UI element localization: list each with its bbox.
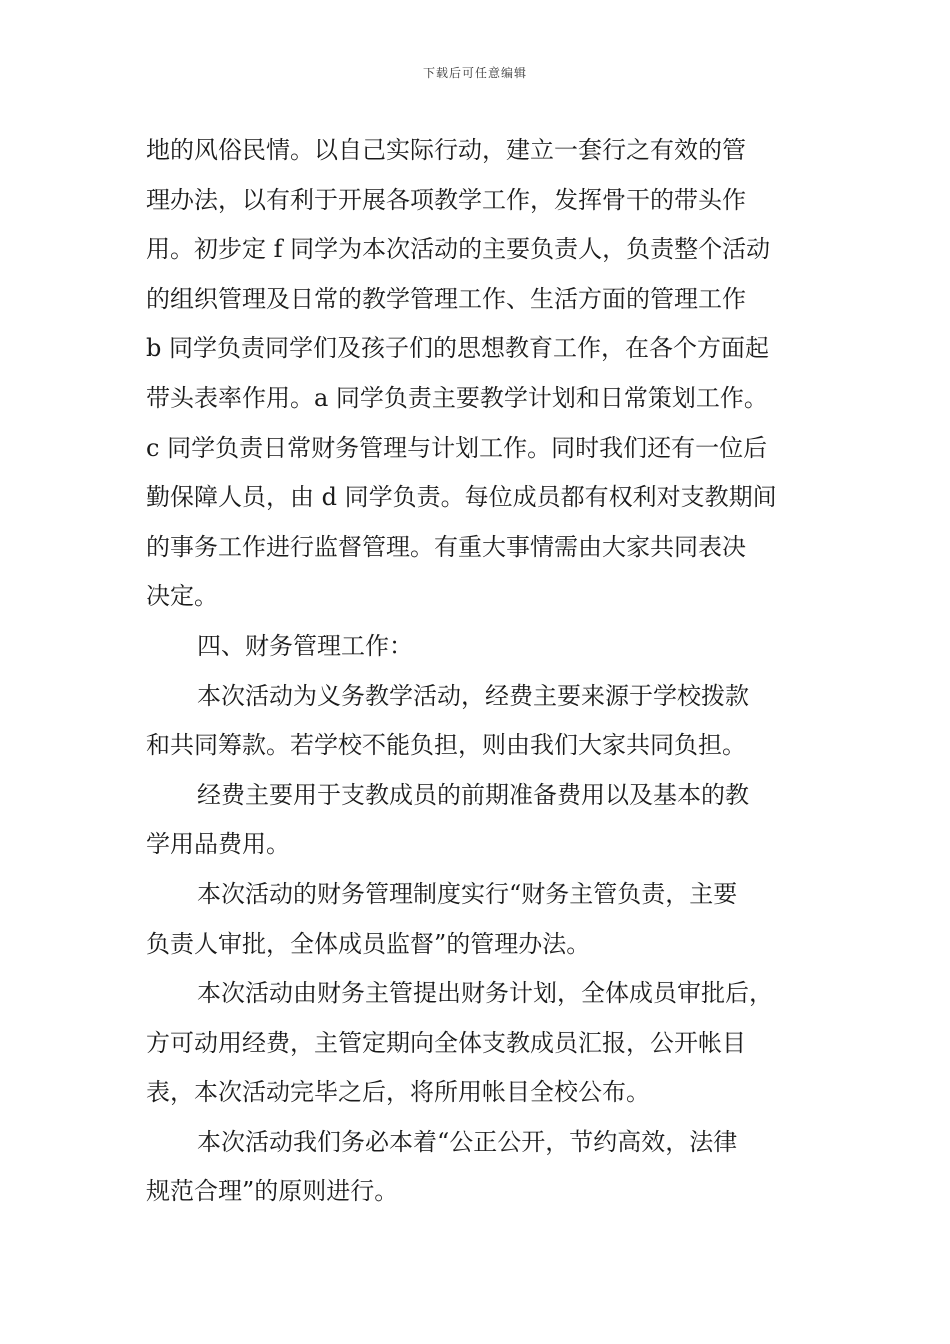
text-line: 本次活动由财务主管提出财务计划，全体成员审批后，: [197, 979, 773, 1008]
text-line: 带头表率作用。a 同学负责主要教学计划和日常策划工作。: [146, 383, 768, 412]
text-line: 学用品费用。: [146, 830, 290, 859]
text-line: 和共同筹款。若学校不能负担，则由我们大家共同负担。: [146, 731, 746, 760]
text-line: 决定。: [146, 582, 218, 611]
text-line: 本次活动为义务教学活动，经费主要来源于学校拨款: [197, 681, 749, 710]
document-body: [146, 126, 822, 1217]
text-line: 用。初步定 f 同学为本次活动的主要负责人，负责整个活动: [146, 235, 771, 264]
text-line: 勤保障人员，由 d 同学负责。每位成员都有权利对支教期间: [146, 483, 777, 512]
text-line: 本次活动我们务必本着“公正公开，节约高效，法律: [197, 1127, 738, 1156]
text-line: 地的风俗民情。以自己实际行动，建立一套行之有效的管: [146, 136, 746, 164]
text-line: b 同学负责同学们及孩子们的思想教育工作，在各个方面起: [146, 334, 769, 363]
text-line: 方可动用经费，主管定期向全体支教成员汇报，公开帐目: [146, 1028, 746, 1057]
text-line: c 同学负责日常财务管理与计划工作。同时我们还有一位后: [146, 433, 768, 462]
text-line: 的组织管理及日常的教学管理工作、生活方面的管理工作: [146, 284, 746, 313]
text-line: 的事务工作进行监督管理。有重大事情需由大家共同表决: [146, 532, 746, 561]
section-heading: 四、财务管理工作：: [197, 631, 413, 660]
text-line: 表，本次活动完毕之后，将所用帐目全校公布。: [146, 1078, 650, 1107]
page-header: 下载后可任意编辑: [422, 66, 527, 80]
text-line: 经费主要用于支教成员的前期准备费用以及基本的教: [197, 780, 749, 809]
text-line: 本次活动的财务管理制度实行“财务主管负责，主要: [197, 879, 738, 908]
text-line: 理办法，以有利于开展各项教学工作，发挥骨干的带头作: [146, 185, 746, 214]
text-line: 规范合理”的原则进行。: [146, 1177, 399, 1206]
text-line: 负责人审批，全体成员监督”的管理办法。: [146, 929, 591, 958]
